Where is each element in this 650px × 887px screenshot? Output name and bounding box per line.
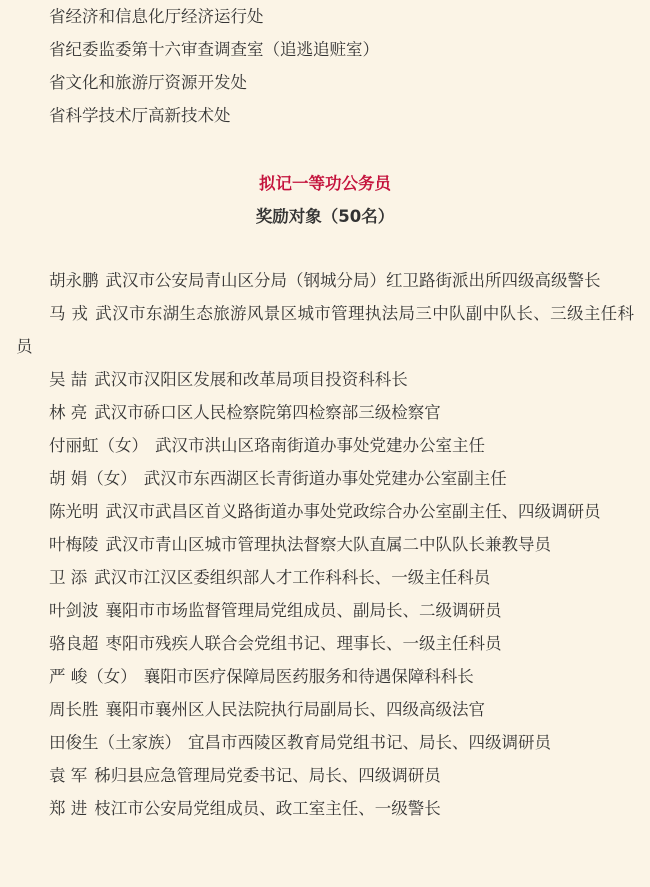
awardee-position: 秭归县应急管理局党委书记、局长、四级调研员: [94, 766, 441, 785]
awardee-name: 付丽虹（女）: [49, 436, 148, 455]
section-subtitle: 奖励对象（50名）: [255, 207, 395, 226]
awardee-item: [16, 693, 634, 726]
awardee-item: [16, 264, 634, 297]
awardee-position: 武汉市青山区城市管理执法督察大队直属二中队队长兼教导员: [105, 535, 551, 554]
awardee-position: 武汉市公安局青山区分局（钢城分局）红卫路街派出所四级高级警长: [105, 271, 601, 290]
awardee-name: 叶梅陵: [49, 535, 99, 554]
awardee-name: 田俊生（土家族）: [49, 733, 181, 752]
awardee-name: 叶剑波: [49, 601, 99, 620]
awardee-item: [16, 561, 634, 594]
awardee-item: [16, 759, 634, 792]
awardee-item: [16, 396, 634, 429]
awardee-name: 严 峻（女）: [49, 667, 137, 686]
awardee-position: 襄阳市医疗保障局医药服务和待遇保障科科长: [143, 667, 474, 686]
awardee-name: 马 戎: [49, 304, 89, 323]
awardee-name: 卫 添: [49, 568, 88, 587]
awardee-item: [16, 627, 634, 660]
awardee-item: [16, 594, 634, 627]
department-item: 省文化和旅游厅资源开发处: [49, 73, 247, 92]
awardee-position: 武汉市武昌区首义路街道办事处党政综合办公室副主任、四级调研员: [105, 502, 601, 521]
awardee-position: 枝江市公安局党组成员、政工室主任、一级警长: [94, 799, 441, 818]
awardee-item: [16, 726, 634, 759]
awardee-name: 周长胜: [49, 700, 99, 719]
awardee-item: [16, 363, 634, 396]
awardee-position: 武汉市洪山区珞南街道办事处党建办公室主任: [155, 436, 485, 455]
section-title: 拟记一等功公务员: [259, 174, 391, 193]
awardee-name: 郑 进: [49, 799, 88, 818]
awardee-name: 吴 喆: [49, 370, 88, 389]
awardee-position: 武汉市东湖生态旅游风景区城市管理执法局三中队副中队长、三级主任科员: [16, 304, 635, 356]
awardee-name: 骆良超: [49, 634, 99, 653]
awardee-item: [16, 462, 634, 495]
awardee-position: 武汉市汉阳区发展和改革局项目投资科科长: [94, 370, 408, 389]
awardee-name: 胡永鹏: [49, 271, 99, 290]
awardee-name: 胡 娟（女）: [49, 469, 137, 488]
awardee-position: 枣阳市残疾人联合会党组书记、理事长、一级主任科员: [105, 634, 502, 653]
awardee-name: 袁 军: [49, 766, 88, 785]
section-spacer: [16, 233, 634, 264]
awardee-item: [16, 528, 634, 561]
awardee-item: [16, 495, 634, 528]
awardee-item: [16, 792, 634, 825]
awardee-position: 武汉市硚口区人民检察院第四检察部三级检察官: [94, 403, 441, 422]
awardee-name: 林 亮: [49, 403, 88, 422]
awardee-position: 武汉市江汉区委组织部人才工作科科长、一级主任科员: [94, 568, 491, 587]
awardee-item: [16, 429, 634, 462]
awardee-item: [16, 297, 634, 363]
awardee-name: 陈光明: [49, 502, 99, 521]
awardee-position: 宜昌市西陵区教育局党组书记、局长、四级调研员: [188, 733, 551, 752]
department-item: 省纪委监委第十六审查调查室（追逃追赃室）: [49, 40, 379, 59]
department-item: 省经济和信息化厅经济运行处: [49, 7, 264, 26]
awardee-position: 襄阳市市场监督管理局党组成员、副局长、二级调研员: [105, 601, 502, 620]
awardee-list: [16, 264, 634, 825]
department-list: [16, 0, 634, 132]
department-item: 省科学技术厅高新技术处: [49, 106, 231, 125]
awardee-position: 襄阳市襄州区人民法院执行局副局长、四级高级法官: [105, 700, 485, 719]
awardee-position: 武汉市东西湖区长青街道办事处党建办公室副主任: [143, 469, 507, 488]
awardee-item: [16, 660, 634, 693]
